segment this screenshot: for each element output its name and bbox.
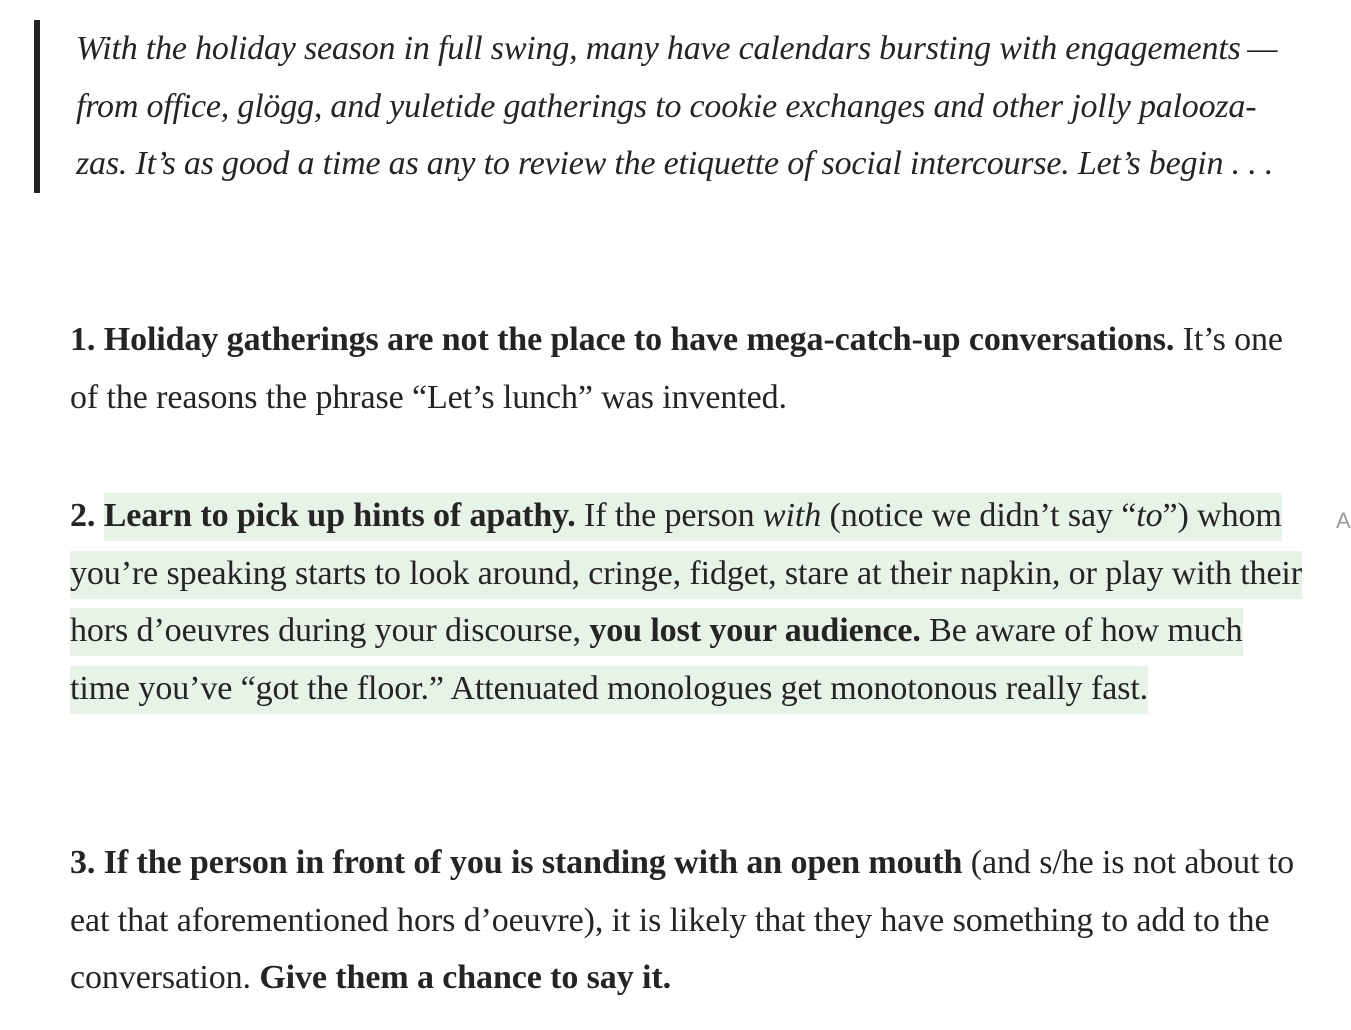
item-2-em-to: to [1136, 497, 1163, 534]
pull-quote-text[interactable]: With the holiday season in full swing, many have calendars bursting with engagements — from office, glögg, and yuletide gatherings to cookie exchanges and other jolly paloozazas. It’s as good a time as any to review the etiquette of social intercourse. Let’s begin . . . [76, 30, 1284, 182]
item-1-text[interactable]: It’s one of the reasons the phrase “Let’s lunch” was invented. [70, 321, 1283, 416]
item-3-lead[interactable]: If the person in front of you is standing with an open mouth [103, 844, 963, 881]
item-3-text[interactable]: (and s/he is not about to eat that aforementioned hors d’oeuvre), it is likely that they have something to add to the conversation. [70, 844, 1295, 996]
item-2-text-c: ”) whom you’re speaking starts to look around, cringe, fidget, stare at their napkin, or play with their hors d’oeuvres during your discourse, [70, 497, 1302, 649]
item-2-number: 2. [70, 497, 96, 534]
item-2-text-a: If the person [575, 497, 763, 534]
item-2-text-d: Be aware of how much time you’ve “got the floor.” Attenuated monologues get monotonous really fast. [70, 612, 1243, 707]
paragraph-item-3 [70, 834, 1310, 1007]
item-3-number: 3. [70, 844, 96, 881]
paragraph-item-1 [70, 311, 1310, 426]
item-2-strong: you lost your audience. [589, 612, 921, 649]
item-1-lead[interactable]: Holiday gatherings are not the place to have mega-catch-up conversations. [103, 321, 1175, 358]
item-2-em-with: with [762, 497, 822, 534]
item-2-text-b: (notice we didn’t say “ [821, 497, 1137, 534]
item-3-strong[interactable]: Give them a chance to say it. [259, 959, 671, 996]
paragraph-item-2 [70, 487, 1310, 717]
item-1-number: 1. [70, 321, 96, 358]
item-2-lead: Learn to pick up hints of apathy. [103, 497, 576, 534]
margin-annotation-icon[interactable]: A [1336, 508, 1351, 533]
highlighted-passage[interactable] [70, 493, 1302, 714]
pull-quote [34, 20, 1284, 193]
